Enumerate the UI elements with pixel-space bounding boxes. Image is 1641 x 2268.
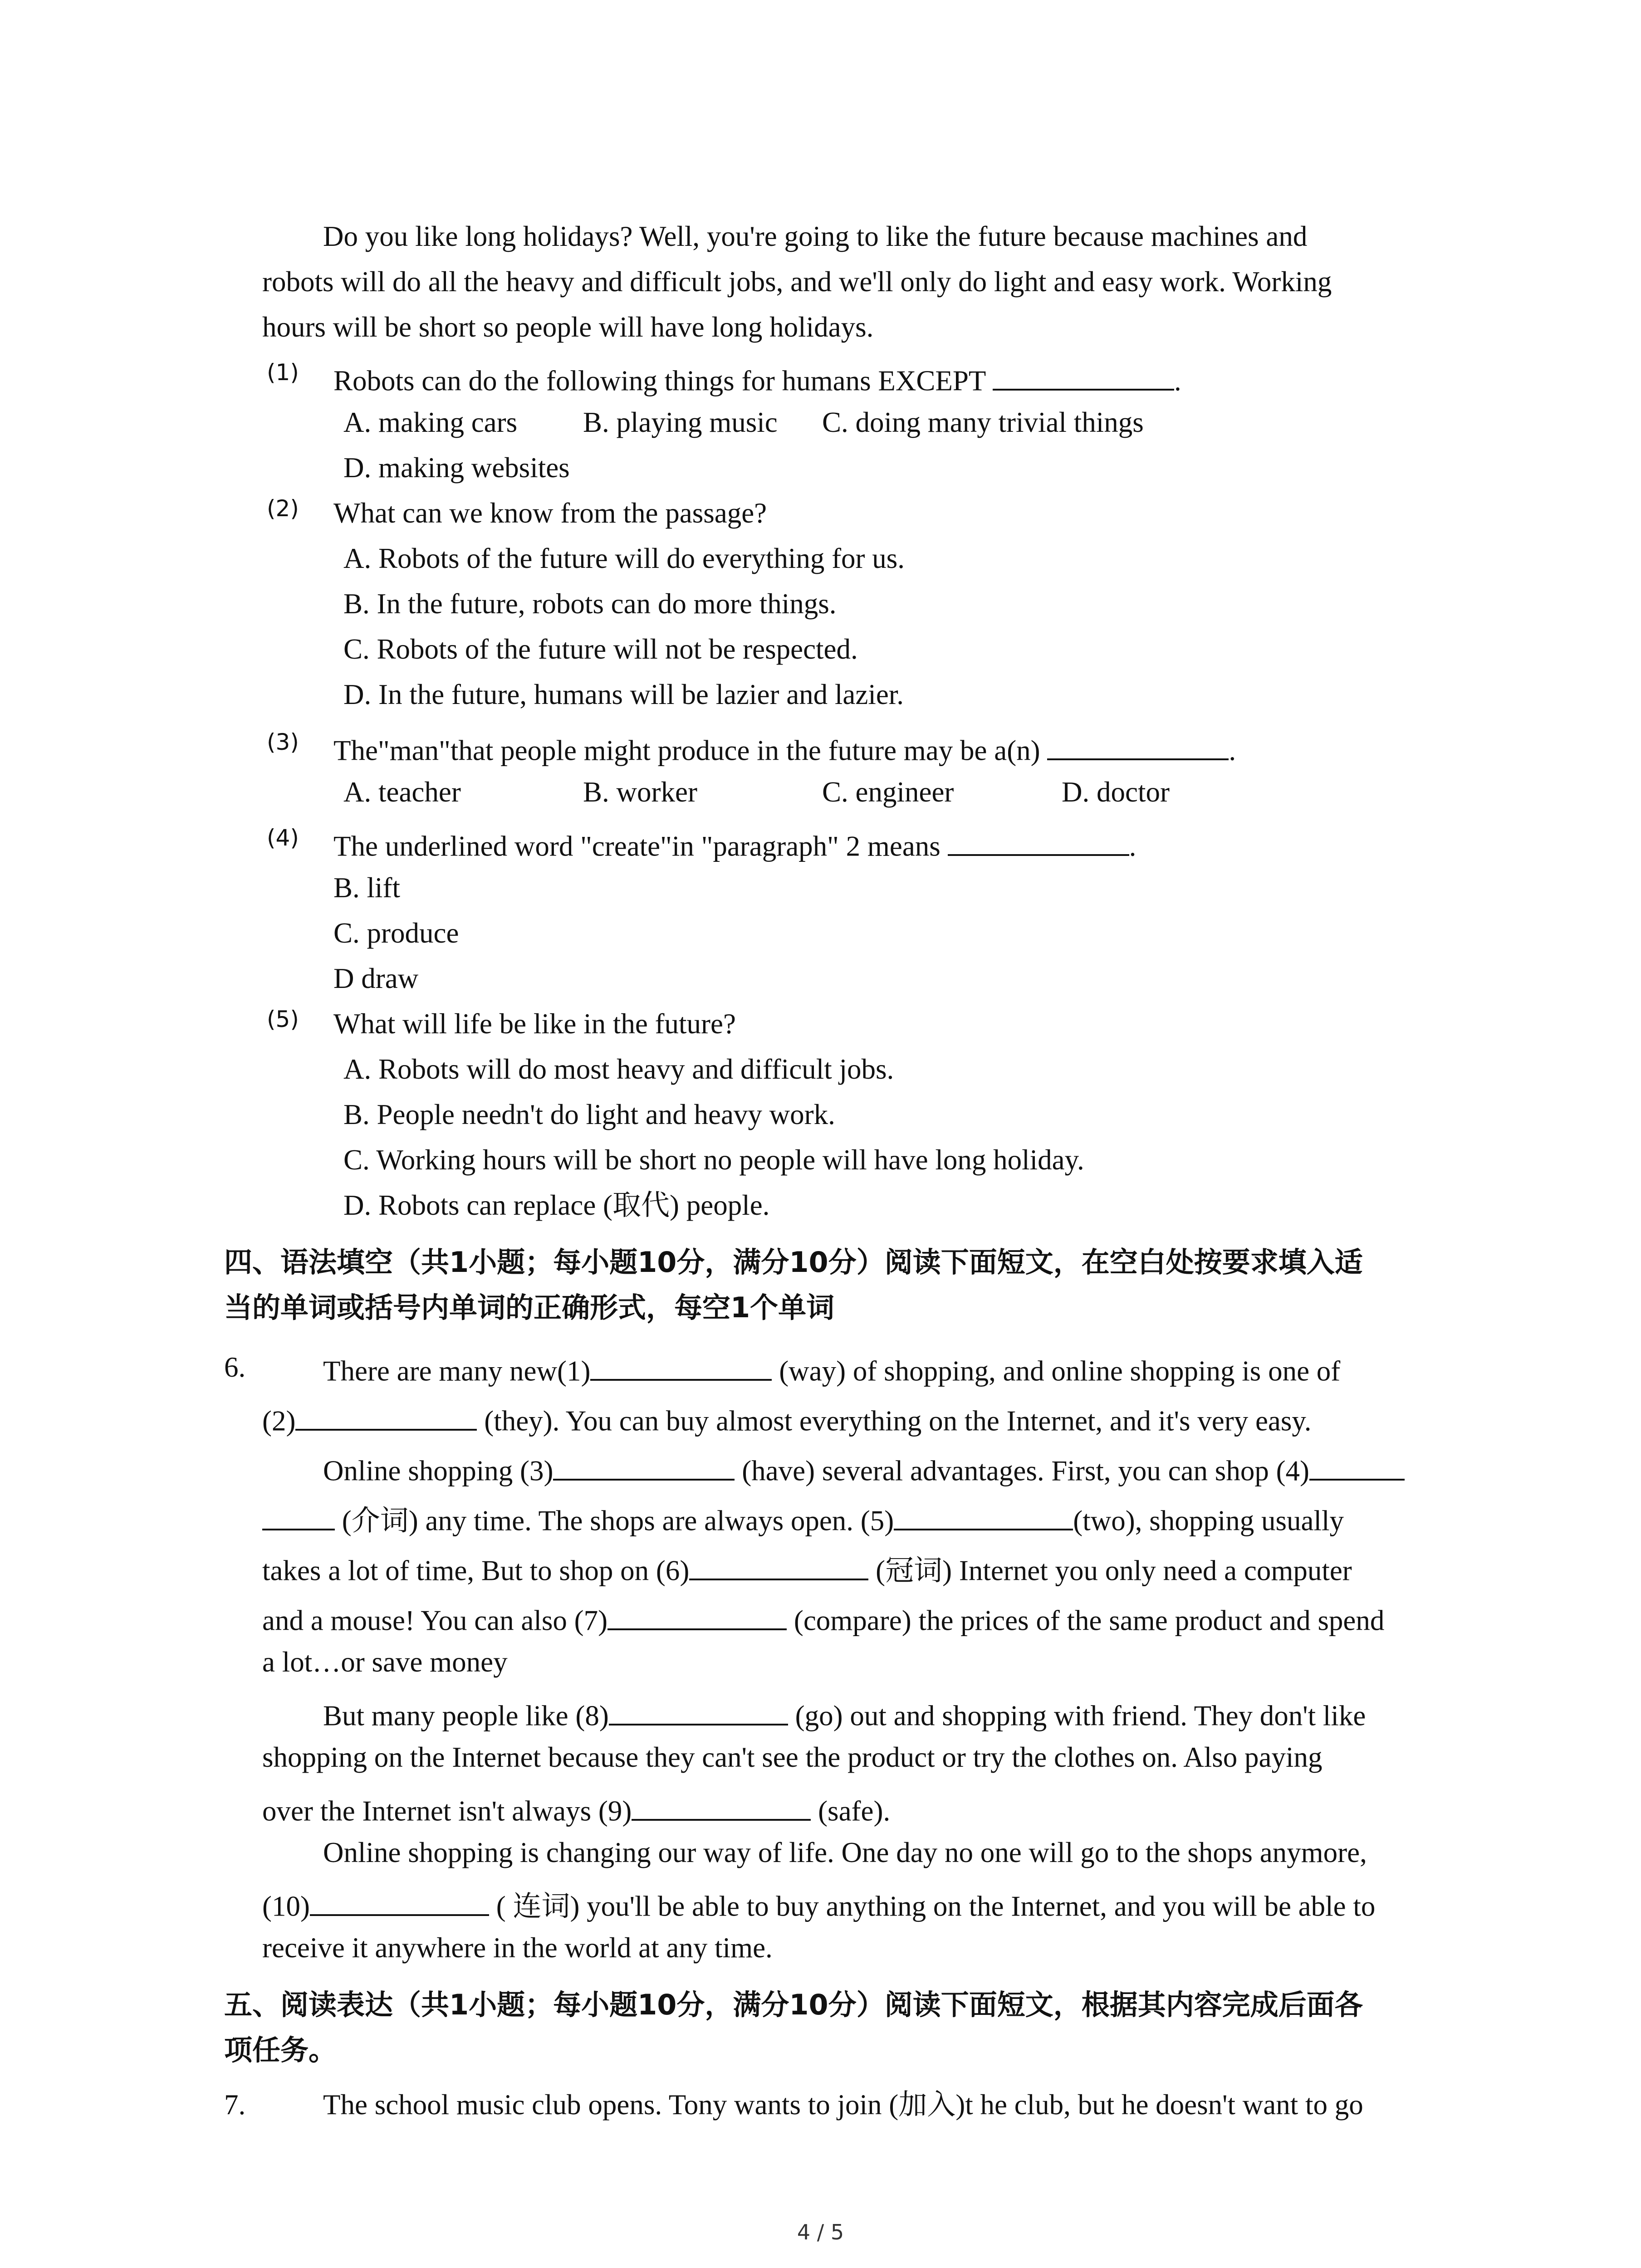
q3-option-b[interactable]: B. worker: [583, 776, 697, 808]
q6-line-8: [323, 1698, 1366, 1730]
q5-option-d[interactable]: D. Robots can replace (取代) people.: [343, 1189, 770, 1221]
q6-line-1-b: (way) of shopping, and online shopping is one of: [772, 1355, 1341, 1387]
q6-line-4: [262, 1503, 1344, 1535]
q1-end: .: [1174, 365, 1181, 397]
q6-line-2: [262, 1403, 1312, 1436]
q5-option-c[interactable]: C. Working hours will be short no people will have long holiday.: [343, 1144, 1084, 1176]
q6-line-12-b: ( 连词) you'll be able to buy anything on the Internet, and you will be able to: [489, 1890, 1376, 1922]
blank-5[interactable]: [894, 1503, 1073, 1530]
q5-number: (5): [267, 1006, 299, 1032]
passage-line-2: robots will do all the heavy and difficult jobs, and we'll only do light and easy work. Working: [262, 266, 1332, 298]
q6-line-4-b: (介词) any time. The shops are always open. (5): [335, 1505, 894, 1537]
section-5-heading-line-2: 项任务。: [224, 2033, 337, 2067]
q6-line-7: a lot…or save money: [262, 1646, 508, 1678]
q1-option-b[interactable]: B. playing music: [583, 406, 778, 438]
passage-line-1: Do you like long holidays? Well, you're going to like the future because machines and: [323, 220, 1308, 252]
q3-end: .: [1229, 734, 1236, 767]
q1-number: (1): [267, 359, 299, 386]
q1-stem: Robots can do the following things for humans EXCEPT: [333, 365, 986, 397]
blank-9[interactable]: [632, 1793, 811, 1821]
q2-option-b[interactable]: B. In the future, robots can do more things.: [343, 588, 837, 620]
q2-stem: What can we know from the passage?: [333, 497, 767, 529]
q2-option-d[interactable]: D. In the future, humans will be lazier and lazier.: [343, 679, 904, 710]
blank-6[interactable]: [689, 1553, 868, 1580]
blank-4-part-1[interactable]: [1309, 1453, 1405, 1481]
q7-number: 7.: [224, 2089, 246, 2121]
q3-option-d[interactable]: D. doctor: [1062, 776, 1170, 808]
q6-line-6-b: (compare) the prices of the same product and spend: [787, 1604, 1385, 1637]
q6-line-5-a: takes a lot of time, But to shop on (6): [262, 1554, 690, 1587]
blank-1[interactable]: [590, 1353, 772, 1381]
q6-line-5: [262, 1553, 1352, 1585]
q6-number: 6.: [224, 1351, 246, 1383]
q4-option-d[interactable]: D draw: [333, 963, 419, 994]
q2-option-a[interactable]: A. Robots of the future will do everything for us.: [343, 543, 905, 574]
q4-stem: The underlined word "create"in "paragraph" 2 means: [333, 830, 941, 862]
q4-stem-line: [333, 828, 1136, 861]
q2-number: (2): [267, 495, 299, 522]
q6-line-11: Online shopping is changing our way of life. One day no one will go to the shops anymore,: [323, 1837, 1367, 1868]
q6-line-10-a: over the Internet isn't always (9): [262, 1795, 632, 1827]
section-4-heading-line-2: 当的单词或括号内单词的正确形式，每空1个单词: [224, 1291, 835, 1324]
q3-stem: The"man"that people might produce in the future may be a(n): [333, 734, 1040, 767]
q6-line-4-c: (two), shopping usually: [1073, 1505, 1344, 1537]
q2-option-c[interactable]: C. Robots of the future will not be respected.: [343, 633, 858, 665]
q6-line-3-a: Online shopping (3): [323, 1455, 554, 1487]
blank-2[interactable]: [295, 1403, 477, 1431]
q3-option-a[interactable]: A. teacher: [343, 776, 461, 808]
q6-line-12: [262, 1888, 1375, 1921]
q6-line-8-b: (go) out and shopping with friend. They don't like: [788, 1700, 1366, 1732]
q6-line-3-b: (have) several advantages. First, you can shop (4): [735, 1455, 1310, 1487]
q4-option-b[interactable]: B. lift: [333, 872, 401, 904]
blank-8[interactable]: [609, 1698, 788, 1725]
q6-line-1-a: There are many new(1): [323, 1355, 591, 1387]
q6-line-3: [323, 1453, 1405, 1486]
q6-line-13: receive it anywhere in the world at any time.: [262, 1932, 773, 1964]
q6-line-6-a: and a mouse! You can also (7): [262, 1604, 608, 1637]
q3-option-c[interactable]: C. engineer: [822, 776, 954, 808]
q6-line-5-b: (冠词) Internet you only need a computer: [868, 1554, 1352, 1587]
q6-line-2-b: (they). You can buy almost everything on the Internet, and it's very easy.: [477, 1405, 1312, 1437]
section-4-heading-line-1: 四、语法填空（共1小题；每小题10分，满分10分）阅读下面短文，在空白处按要求填入适: [224, 1246, 1363, 1279]
q6-line-6: [262, 1603, 1384, 1635]
q1-option-d[interactable]: D. making websites: [343, 452, 570, 484]
section-5-heading-line-1: 五、阅读表达（共1小题；每小题10分，满分10分）阅读下面短文，根据其内容完成后面各: [224, 1988, 1363, 2021]
q6-line-2-a: (2): [262, 1405, 296, 1437]
q6-line-9: shopping on the Internet because they can't see the product or try the clothes on. Also paying: [262, 1741, 1323, 1773]
q6-line-10: [262, 1793, 890, 1826]
q4-number: (4): [267, 825, 299, 851]
q6-line-12-a: (10): [262, 1890, 310, 1922]
q4-end: .: [1129, 830, 1136, 862]
q1-option-a[interactable]: A. making cars: [343, 406, 518, 438]
q6-line-8-a: But many people like (8): [323, 1700, 609, 1732]
q3-number: (3): [267, 729, 299, 755]
q5-stem: What will life be like in the future?: [333, 1008, 736, 1040]
q4-blank[interactable]: [948, 828, 1129, 856]
blank-10[interactable]: [310, 1888, 489, 1916]
q1-option-c[interactable]: C. doing many trivial things: [822, 406, 1144, 438]
q3-stem-line: [333, 733, 1236, 765]
q7-line-1: The school music club opens. Tony wants to join (加入)t he club, but he doesn't want to go: [323, 2089, 1363, 2121]
blank-3[interactable]: [553, 1453, 735, 1481]
blank-7[interactable]: [607, 1603, 787, 1630]
q5-option-b[interactable]: B. People needn't do light and heavy work.: [343, 1099, 835, 1130]
q1-blank[interactable]: [993, 363, 1174, 391]
q6-line-10-b: (safe).: [811, 1795, 891, 1827]
passage-line-3: hours will be short so people will have long holidays.: [262, 311, 874, 343]
q3-blank[interactable]: [1047, 733, 1229, 760]
q1-stem-line: [333, 363, 1181, 396]
q4-option-c[interactable]: C. produce: [333, 917, 459, 949]
page-number: 4 / 5: [797, 2220, 844, 2244]
q6-line-1: [323, 1353, 1340, 1386]
q5-option-a[interactable]: A. Robots will do most heavy and difficult jobs.: [343, 1053, 894, 1085]
blank-4-part-2[interactable]: [262, 1503, 335, 1530]
